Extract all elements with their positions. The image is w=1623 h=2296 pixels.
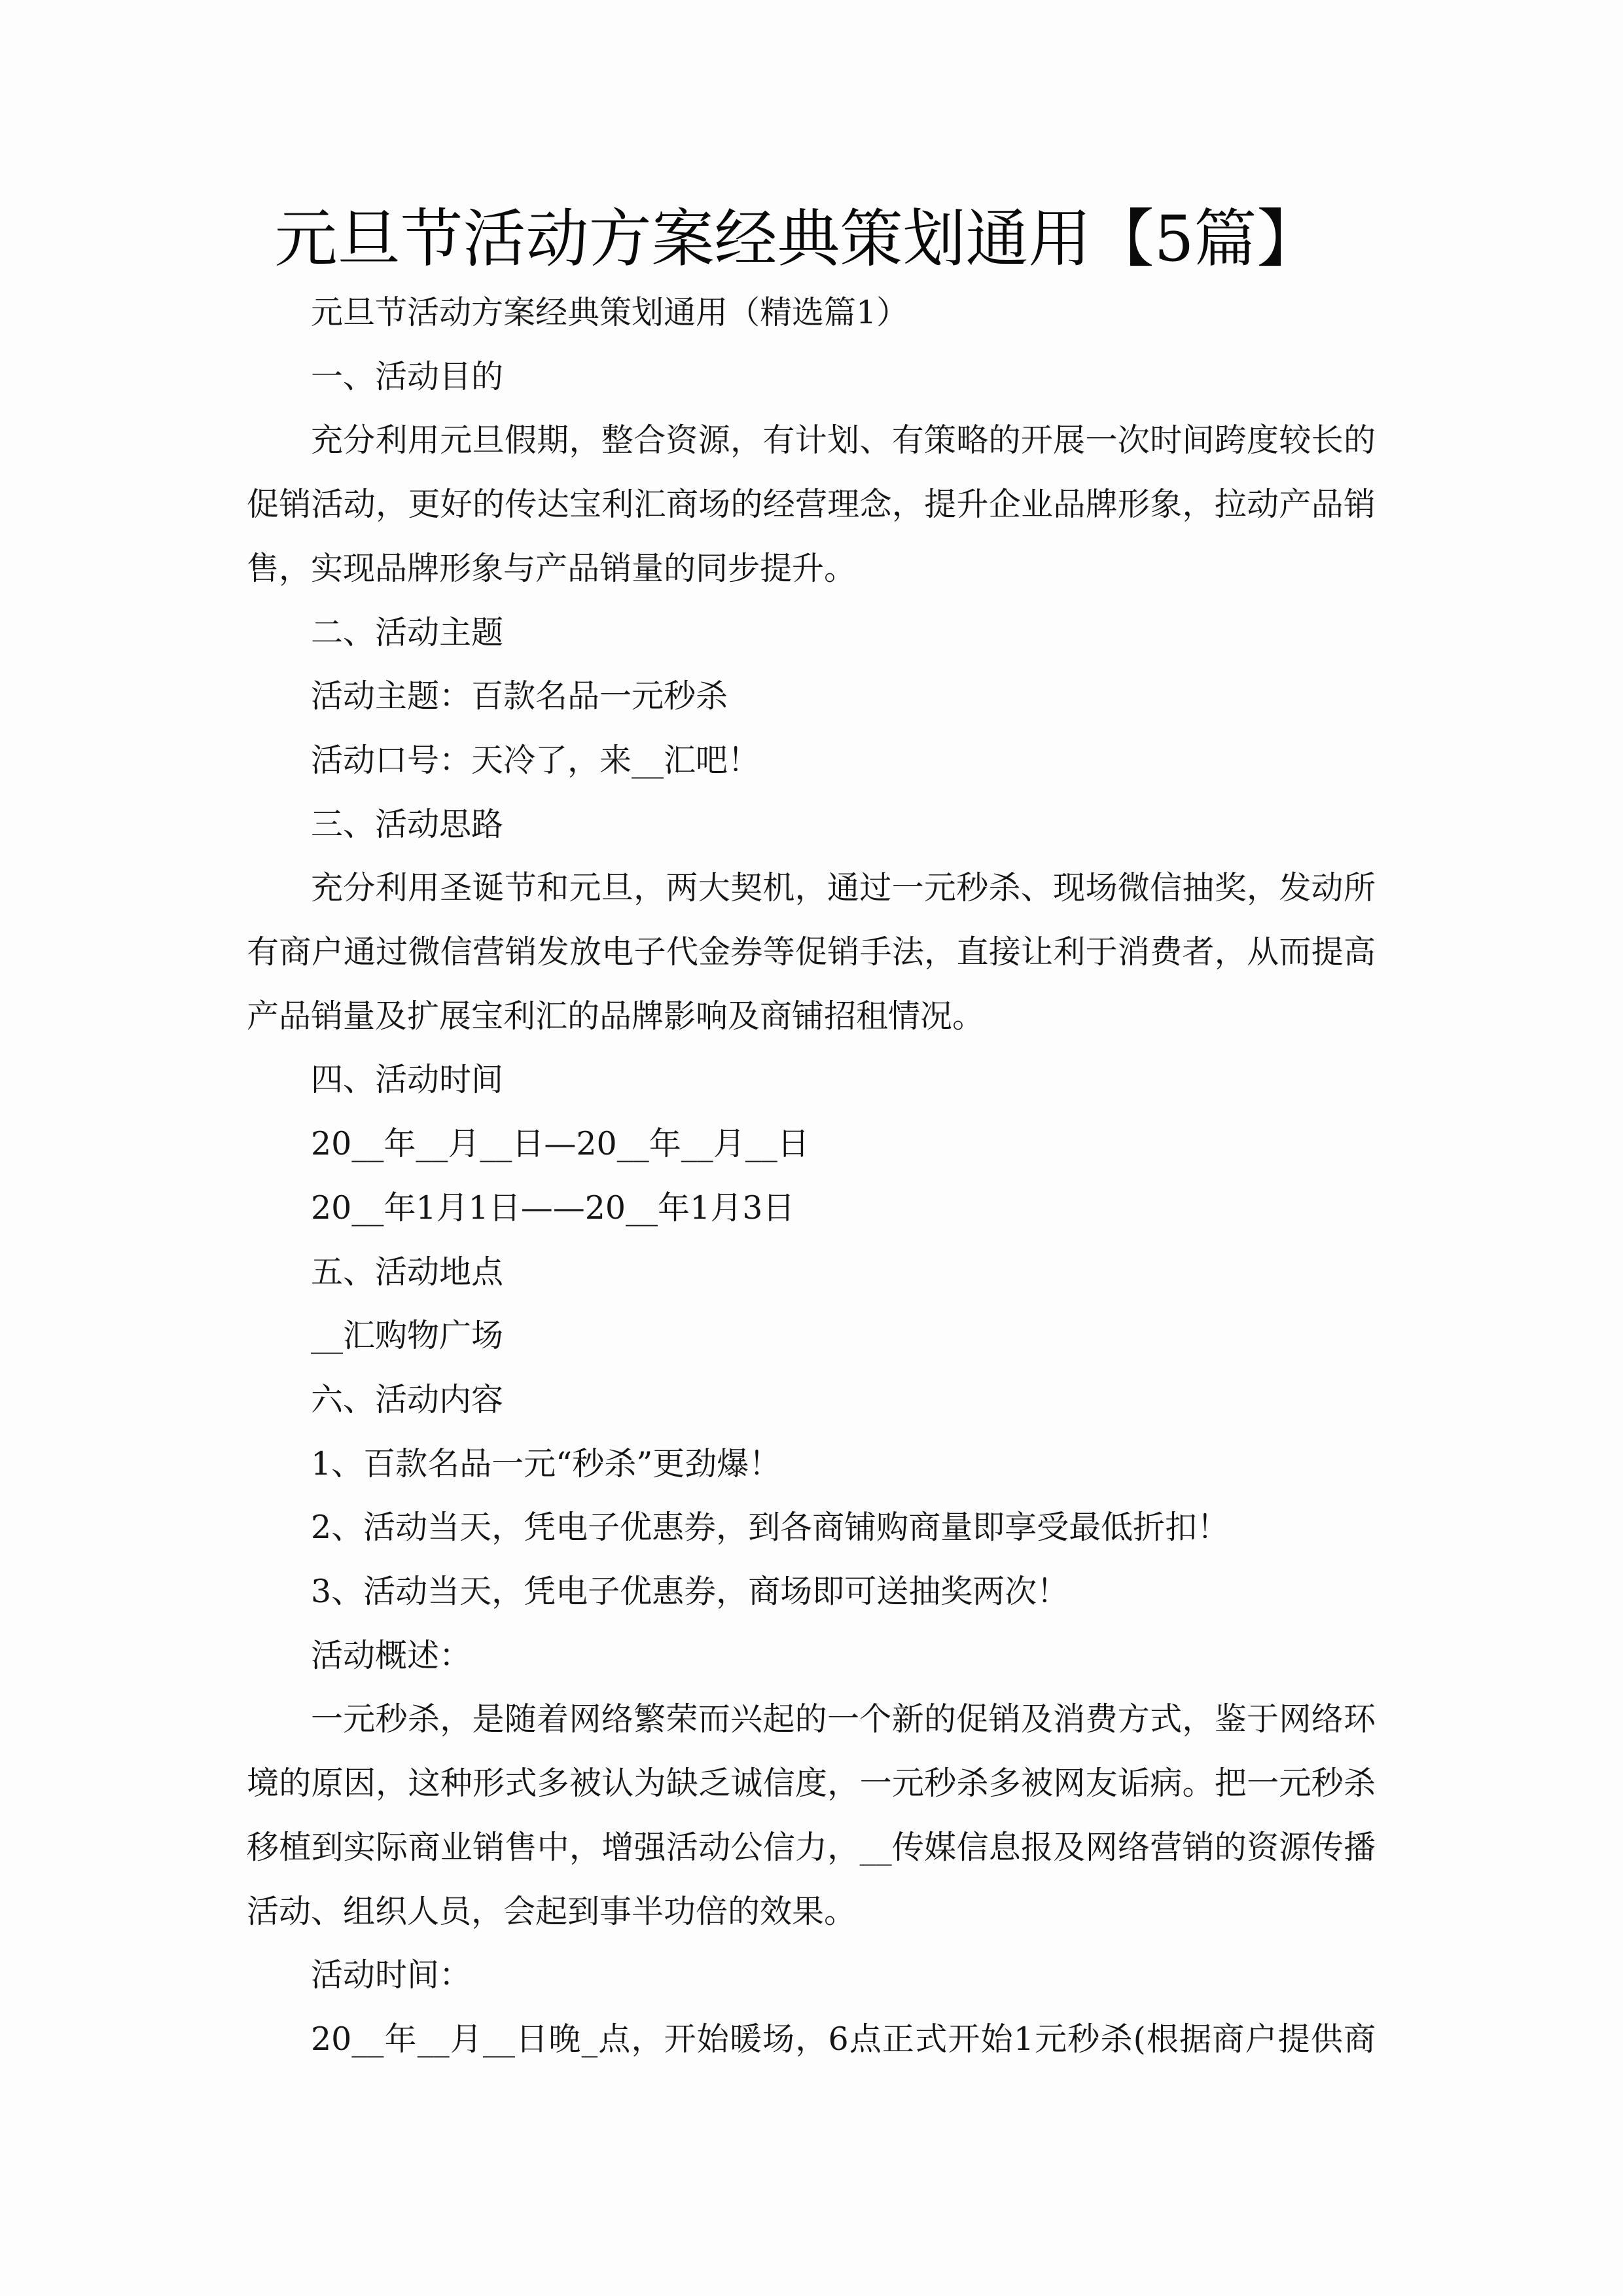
paragraph-line: 售，实现品牌形象与产品销量的同步提升。 (247, 549, 857, 587)
paragraph-line: 有商户通过微信营销发放电子代金券等促销手法，直接让利于消费者，从而提高 (247, 933, 1376, 971)
section-heading: 六、活动内容 (311, 1380, 504, 1418)
section-heading: 二、活动主题 (311, 613, 504, 651)
section-heading: 五、活动地点 (311, 1253, 504, 1291)
list-item: 3、活动当天，凭电子优惠券，商场即可送抽奖两次！ (311, 1573, 1069, 1610)
section-heading: 一、活动目的 (311, 357, 504, 395)
section-heading: 三、活动思路 (311, 805, 504, 843)
paragraph-line: 一元秒杀，是随着网络繁荣而兴起的一个新的促销及消费方式，鉴于网络环 (311, 1700, 1376, 1738)
list-item: 1、百款名品一元“秒杀”更劲爆！ (311, 1444, 781, 1482)
document-title: 元旦节活动方案经典策划通用【5篇】 (274, 202, 1320, 276)
paragraph-line: 20__年__月__日—20__年__月__日 (311, 1125, 810, 1163)
paragraph-line: 境的原因，这种形式多被认为缺乏诚信度，一元秒杀多被网友诟病。把一元秒杀 (247, 1765, 1376, 1803)
paragraph-line: 促销活动，更好的传达宝利汇商场的经营理念，提升企业品牌形象，拉动产品销 (247, 486, 1376, 524)
paragraph-line: 充分利用圣诞节和元旦，两大契机，通过一元秒杀、现场微信抽奖，发动所 (311, 869, 1376, 907)
paragraph-line: 活动时间： (311, 1956, 472, 1994)
list-item: 2、活动当天，凭电子优惠券，到各商铺购商量即享受最低折扣！ (311, 1509, 1230, 1547)
section-subtitle: 元旦节活动方案经典策划通用（精选篇1） (311, 294, 909, 331)
paragraph-line: 活动概述： (311, 1636, 472, 1674)
paragraph-line: 充分利用元旦假期，整合资源，有计划、有策略的开展一次时间跨度较长的 (311, 422, 1376, 459)
paragraph-line: 移植到实际商业销售中，增强活动公信力，__传媒信息报及网络营销的资源传播 (247, 1828, 1376, 1866)
paragraph-line: 20__年__月__日晚_点，开始暖场，6点正式开始1元秒杀(根据商户提供商 (311, 2020, 1376, 2058)
paragraph-line: 20__年1月1日——20__年1月3日 (311, 1189, 795, 1227)
paragraph-line: 活动主题：百款名品一元秒杀 (311, 677, 728, 715)
paragraph-line: __汇购物广场 (311, 1317, 504, 1355)
paragraph-line: 产品销量及扩展宝利汇的品牌影响及商铺招租情况。 (247, 997, 985, 1035)
paragraph-line: 活动口号：天冷了，来__汇吧！ (311, 741, 760, 779)
paragraph-line: 活动、组织人员，会起到事半功倍的效果。 (247, 1892, 857, 1930)
section-heading: 四、活动时间 (311, 1061, 504, 1099)
